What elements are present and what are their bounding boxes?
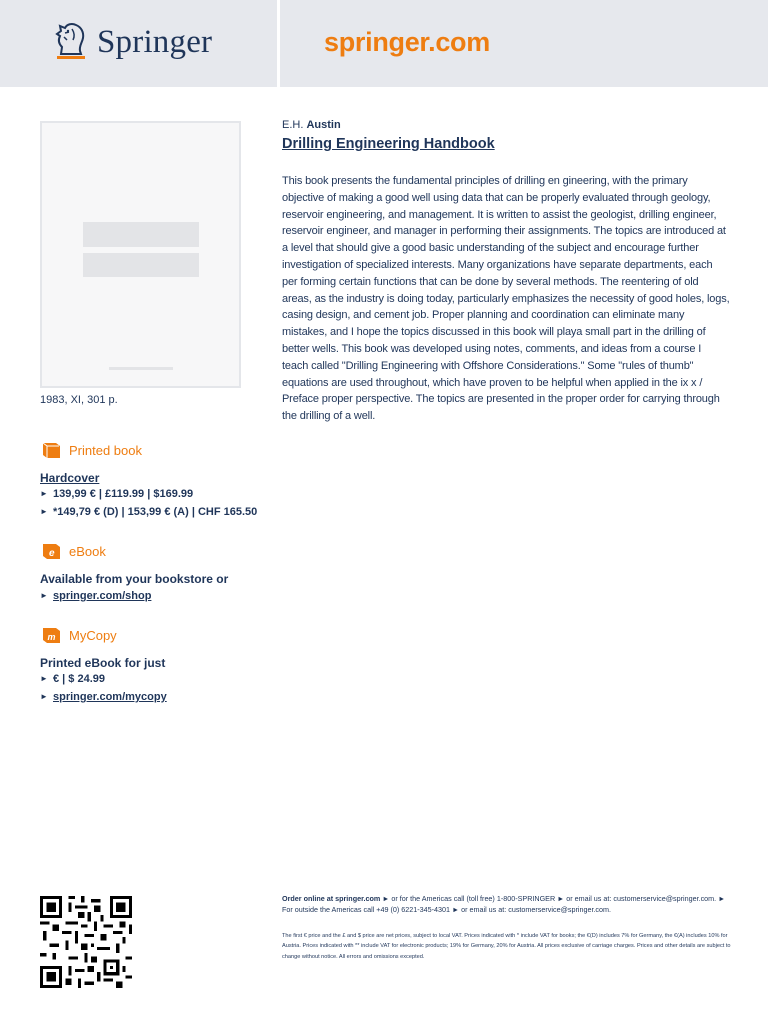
site-url-link[interactable]: springer.com (324, 27, 490, 57)
order-online-link[interactable]: Order online at springer.com (282, 894, 381, 903)
mycopy-icon (40, 626, 63, 645)
fine-print: The first € price and the £ and $ price are net prices, subject to local VAT. Prices indicated with * include VAT for books; the €(D) includes 7% for Germany, the €(A) includes 10% for Austria. Prices indicated with ** include VAT for electronic products; 19% for Germany, 20% for Austria. All prices exclusive of carriage charges. Prices and other details are subject to change without notice. All errors and omissions excepted. (282, 933, 731, 960)
mycopy-price: € | $ 24.99 (53, 673, 106, 685)
ebook-heading (40, 542, 106, 561)
springer-logo[interactable] (53, 20, 212, 64)
header-bar (0, 0, 768, 87)
header-url-panel (280, 0, 768, 87)
cover-subtitle-bar (83, 253, 199, 277)
mycopy-offer: Printed eBook for just (40, 656, 166, 670)
price-line-1 (40, 488, 193, 500)
author-surname: Austin (306, 119, 341, 131)
chess-knight-icon (53, 20, 89, 62)
printed-book-heading (40, 441, 142, 460)
author (282, 119, 341, 131)
header-logo-panel (0, 0, 277, 87)
order-contact-text: ► or for the Americas call (toll free) 1-800-SPRINGER ► or email us at: customerservice@springer.com. ► For outside the Americas call +49 (0) 6221-345-4301 ► or email us at: customerservice@springer.com. (282, 894, 726, 914)
hardcover-label[interactable]: Hardcover (40, 471, 100, 485)
svg-text:e: e (49, 548, 55, 559)
logo-wordmark: Springer (97, 24, 213, 60)
bullet-arrow-icon: ► (40, 692, 48, 701)
mycopy-link-row (40, 691, 167, 703)
price-line-2 (40, 506, 257, 518)
ebook-shop-link[interactable]: springer.com/shop (53, 590, 152, 602)
cover-title-bar (83, 222, 199, 247)
mycopy-link[interactable]: springer.com/mycopy (53, 691, 167, 703)
book-cover-placeholder (40, 121, 241, 388)
bullet-arrow-icon: ► (40, 489, 48, 498)
ebook-availability: Available from your bookstore or (40, 572, 229, 586)
bullet-arrow-icon: ► (40, 674, 48, 683)
book-meta: 1983, XI, 301 p. (40, 394, 118, 406)
book-description: This book presents the fundamental principles of drilling en gineering, with the primary objective of making a good well using data that can be properly evaluated through geology, reservoir engineering, and management. It is written to assist the geologist, drilling engineer, reservoir engineer, and manager in performing their assignments. The topics are introduced at a level that should give a good basic understanding of the subject and encourage further investigation of specialized interests. Many organizations have separate departments, each per forming certain functions that can be done by several methods. The reentering of old areas, as the industry is doing today, particularly emphasizes the necessity of good holes, logs, casing design, and cement job. Proper planning and coordination can eliminate many mistakes, and I hope the topics discussed in this book will playa small part in the drilling of better wells. This book was developed using notes, comments, and ideas from a course I teach called "Drilling Engineering with Offshore Considerations." Some "rules of thumb" equations are used throughout, which have proven to be helpful when applied in the ix x / Preface proper perspective. The topics are presented in the proper order for carrying through the drilling of a well. (282, 175, 730, 423)
author-initials: E.H. (282, 119, 304, 131)
printed-book-icon (40, 441, 63, 460)
qr-code-icon[interactable] (40, 896, 132, 988)
ebook-shop-link-row (40, 590, 151, 602)
bullet-arrow-icon: ► (40, 507, 48, 516)
printed-book-title: Printed book (69, 443, 142, 458)
mycopy-price-row (40, 673, 105, 685)
order-info (282, 894, 732, 915)
cover-publisher-line (109, 367, 173, 370)
mycopy-heading (40, 626, 117, 645)
svg-text:m: m (47, 632, 56, 642)
bullet-arrow-icon: ► (40, 591, 48, 600)
ebook-title: eBook (69, 544, 106, 559)
price-line-2-text: *149,79 € (D) | 153,99 € (A) | CHF 165.50 (53, 506, 258, 518)
price-line-1-text: 139,99 € | £119.99 | $169.99 (53, 488, 194, 500)
mycopy-title: MyCopy (69, 628, 117, 643)
book-title[interactable]: Drilling Engineering Handbook (282, 136, 495, 152)
ebook-icon (40, 542, 63, 561)
